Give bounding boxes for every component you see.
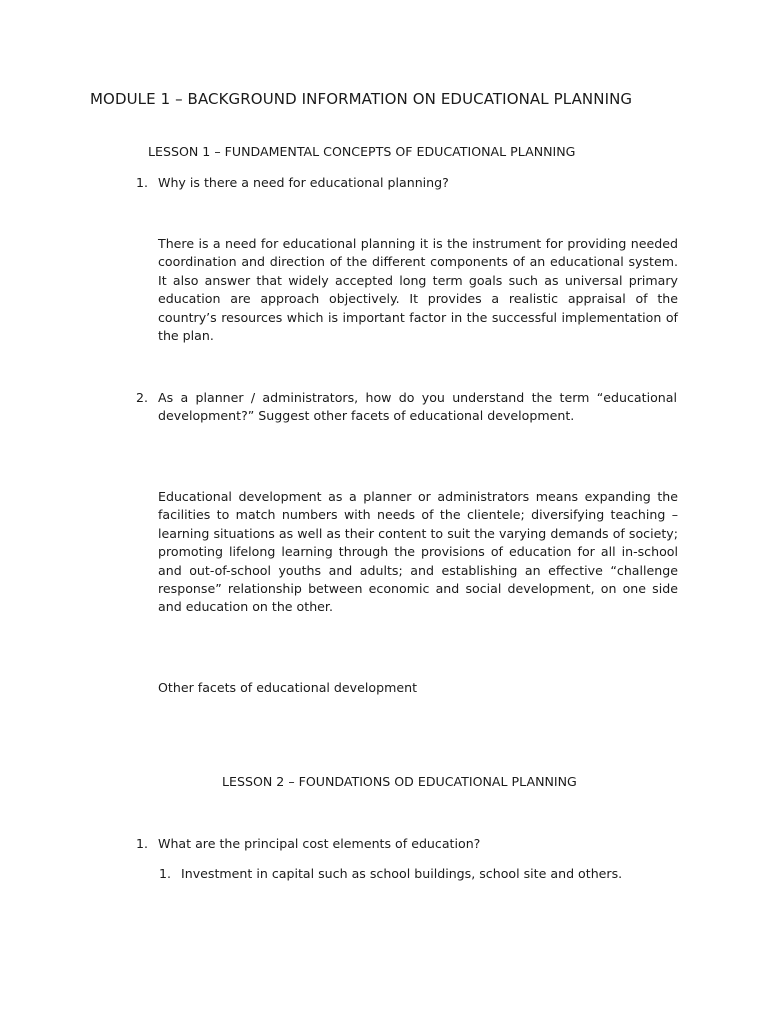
lesson-1-question-2 [136,389,677,426]
module-title: MODULE 1 – BACKGROUND INFORMATION ON EDUCATIONAL PLANNING [90,90,633,108]
item-text: Investment in capital such as school buildings, school site and others. [181,866,623,881]
lesson-1-answer-1: There is a need for educational planning it is the instrument for providing needed coordination and direction of the different components of an educational system. It also answer that widely accepted long term goals such as universal primary education are approach objectively. It provides a realistic appraisal of the country’s resources which is important factor in the successful implementation of the plan. [158,236,678,344]
lesson-2-heading: LESSON 2 – FOUNDATIONS OD EDUCATIONAL PLANNING [222,774,577,789]
other-facets-label: Other facets of educational development [158,680,418,695]
lesson-1-question-1 [136,174,678,192]
question-number: 2. [136,390,149,405]
question-number: 1. [136,836,149,851]
question-text: What are the principal cost elements of education? [158,836,481,851]
question-text: Why is there a need for educational planning? [158,175,449,190]
question-number: 1. [136,175,149,190]
item-number: 1. [159,866,172,881]
cost-element-item [159,865,681,883]
question-text: As a planner / administrators, how do you understand the term “educational development?” Suggest other facets of educational development. [158,390,677,424]
lesson-1-heading: LESSON 1 – FUNDAMENTAL CONCEPTS OF EDUCATIONAL PLANNING [148,144,576,159]
lesson-1-answer-2: Educational development as a planner or administrators means expanding the facilities to match numbers with needs of the clientele; diversifying teaching – learning situations as well as their content to suit the varying demands of society; promoting lifelong learning through the provisions of education for all in-school and out-of-school youths and adults; and establishing an effective “challenge response” relationship between economic and social development, on one side and education on the other. [158,489,678,615]
lesson-2-question-1 [136,835,678,853]
